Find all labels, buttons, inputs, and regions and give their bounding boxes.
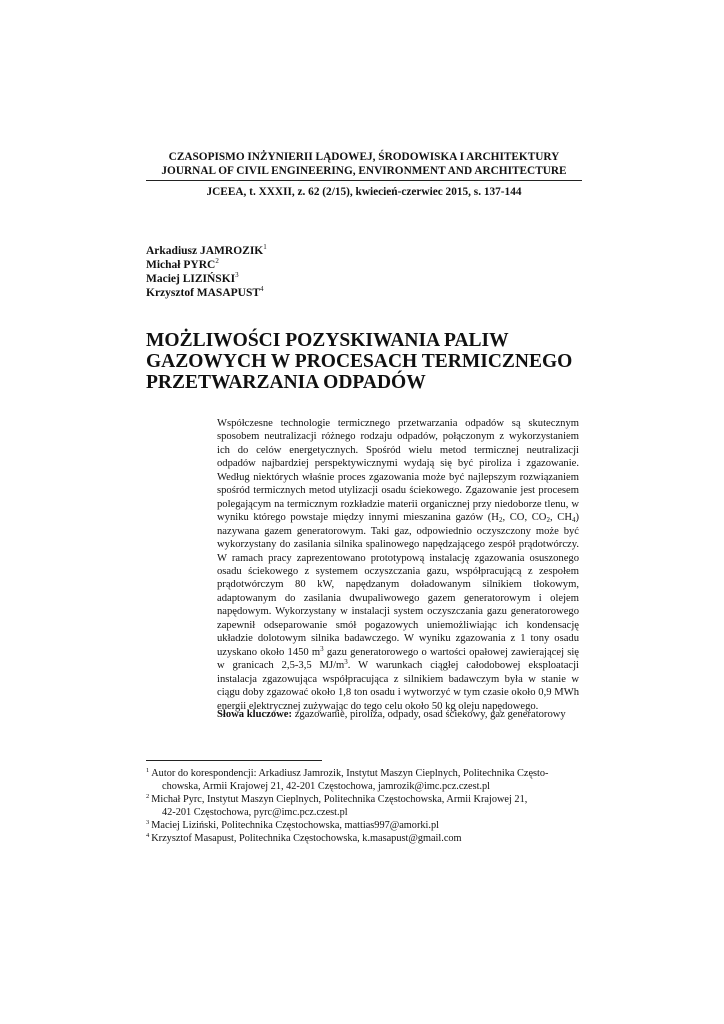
journal-name-pl: CZASOPISMO INŻYNIERII LĄDOWEJ, ŚRODOWISKA I ARCHITEKTURY bbox=[168, 151, 560, 163]
author-name: Maciej LIZIŃSKI$^3$ bbox=[146, 271, 239, 285]
keywords-label: Słowa kluczowe: bbox=[217, 709, 293, 720]
journal-header bbox=[146, 150, 582, 199]
author-name: Krzysztof MASAPUST$^4$ bbox=[146, 285, 264, 299]
keywords bbox=[217, 708, 582, 721]
footnote-mark: 2 bbox=[215, 257, 219, 265]
author-list bbox=[146, 244, 267, 300]
footnotes bbox=[146, 767, 586, 845]
article-title: MOŻLIWOŚCI POZYSKIWANIA PALIW GAZOWYCH W PROCESACH TERMICZNEGO PRZETWARZANIA ODPADÓW bbox=[146, 330, 573, 393]
author-name: Michał PYRC$^2$ bbox=[146, 257, 219, 271]
footnote-mark: 3 bbox=[235, 271, 239, 279]
author-name: Arkadiusz JAMROZIK$^1$ bbox=[146, 243, 267, 257]
abstract-text: Współczesne technologie termicznego przetwarzania odpadów są skutecznym sposobem neutralizacji różnego rodzaju odpadów, połączonym z wykorzystaniem ich do celów energetycznych. Spośród wielu metod termicznej neutralizacji odpadów najbardziej perspektywicznymi wydają się być piroliza i zgazowanie. Według niektórych właśnie proces zgazowania może być najlepszym rozwiązaniem spośród termicznych metod utylizacji osadu ściekowego. Zgazowanie jest procesem polegającym na termicznym rozkładzie materii organicznej przy niedoborze tlenu, w wyniku którego powstaje między innymi mieszanina gazów ($H_2$, CO, $CO_2$, $CH_4$) nazywana gazem generatorowym. Taki gaz, odpowiednio oczyszczony może być wykorzystany do zasilania silnika spalinowego napędzającego zespół prądotwórczy. W ramach pracy zaprezentowano prototypową instalację zgazowania osuszonego osadu ściekowego z systemem oczyszczania gazu, współpracującą z zespołem prądotwórczym 80 kW, napędzanym doładowanym silnikiem tłokowym, adaptowanym do zasilania dwupaliwowego gazem generatorowym i olejem napędowym. Wykorzystany w instalacji system oczyszczania gazu generatorowego zapewnił odseparowanie smół pogazowych uniemożliwiając ich kondensację układzie dolotowym silnika badawczego. W wyniku zgazowania z 1 tony osadu uzyskano około 1450 $m^3$ gazu generatorowego o wartości opałowej zawierającej się w granicach 2,5-3,5 $MJ/m^3$. W warunkach ciągłej całodobowej eksploatacji instalacja zgazowująca współpracująca z silnikiem badawczym była w stanie w ciągu doby zgazować około 1,8 ton osadu i wytworzyć w tym czasie około 0,9 MWh energii elektrycznej zużywając do tego celu około 50 kg oleju napędowego. bbox=[217, 418, 580, 712]
footnote: $^2$ Michał Pyrc, Instytut Maszyn Cieplnych, Politechnika Częstochowska, Armii Krajowej 21, 42-201 Częstochowa, pyrc@imc.pcz.czest.pl bbox=[146, 793, 528, 818]
footnote: $^3$ Maciej Liziński, Politechnika Częstochowska, mattias997@amorki.pl bbox=[146, 819, 439, 831]
footnote: $^1$ Autor do korespondencji: Arkadiusz Jamrozik, Instytut Maszyn Cieplnych, Politechnika Często- chowska, Armii Krajowej 21, 42-201 Częstochowa, jamrozik@imc.pcz.czest.pl bbox=[146, 767, 549, 792]
footnote: $^4$ Krzysztof Masapust, Politechnika Częstochowska, k.masapust@gmail.com bbox=[146, 832, 462, 844]
footnote-divider bbox=[146, 760, 322, 761]
footnote-mark: 4 bbox=[260, 285, 264, 293]
header-divider bbox=[146, 180, 582, 181]
journal-name-en: JOURNAL OF CIVIL ENGINEERING, ENVIRONMENT AND ARCHITECTURE bbox=[161, 165, 567, 177]
footnote-mark: 1 bbox=[263, 243, 267, 251]
journal-issue-info: JCEEA, t. XXXII, z. 62 (2/15), kwiecień-czerwiec 2015, s. 137-144 bbox=[206, 186, 522, 198]
keywords-list: zgazowanie, piroliza, odpady, osad ściekowy, gaz generatorowy bbox=[292, 709, 566, 720]
